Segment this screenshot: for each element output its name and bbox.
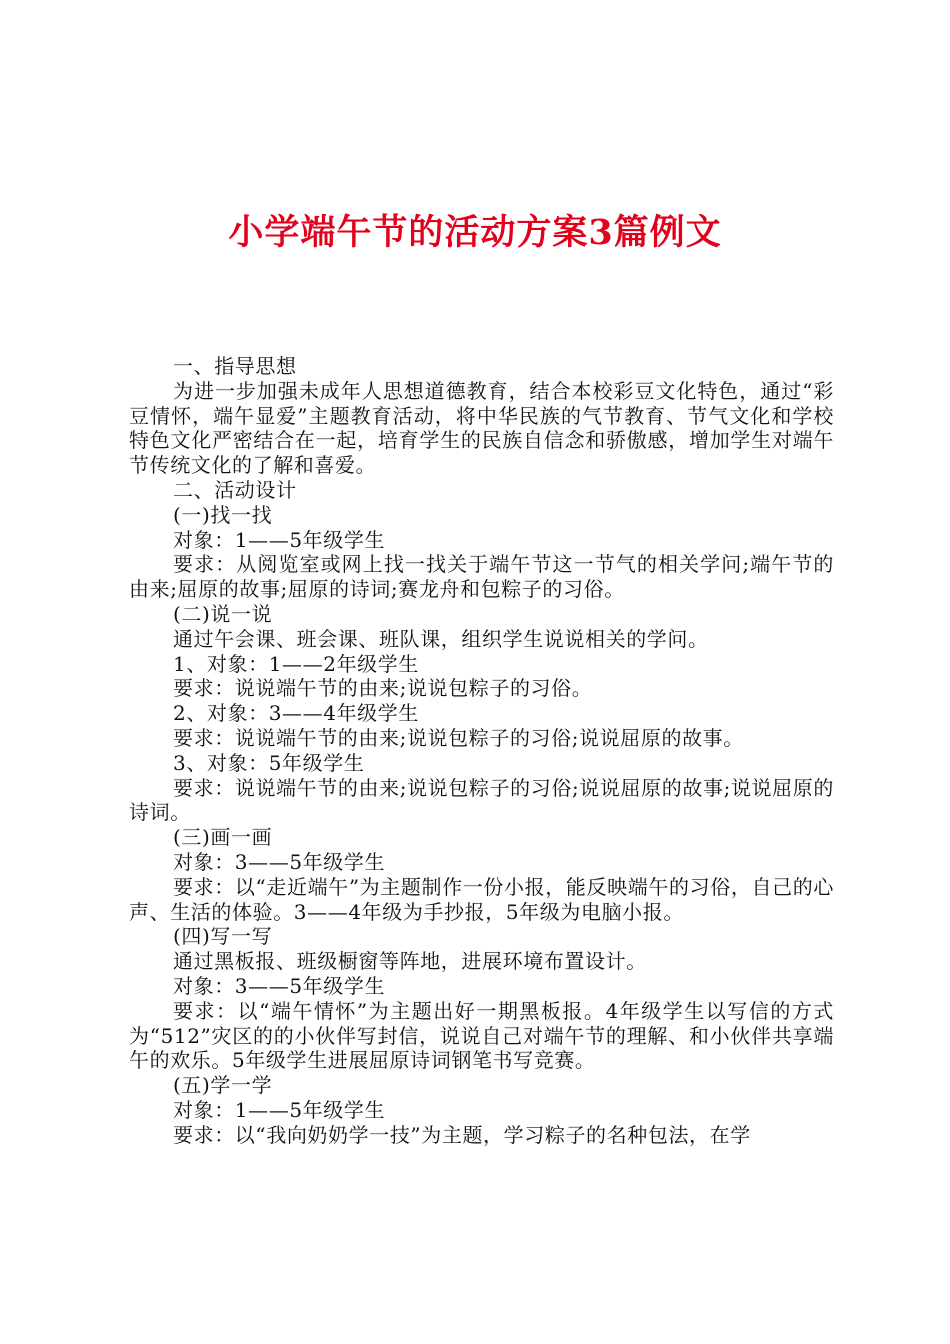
subsection-heading: (三)画一画 bbox=[173, 825, 273, 850]
subsection-heading: (二)说一说 bbox=[173, 601, 273, 626]
paragraph: 2、对象：3——4年级学生 bbox=[173, 701, 419, 726]
paragraph: 要求：说说端午节的由来;说说包粽子的习俗;说说屈原的故事;说说屈原的诗词。 bbox=[129, 775, 834, 825]
subsection-heading: (五)学一学 bbox=[173, 1073, 273, 1098]
paragraph: 要求：以“我向奶奶学一技”为主题，学习粽子的名种包法，在学 bbox=[173, 1122, 751, 1147]
subsection-heading: (一)找一找 bbox=[173, 502, 273, 527]
section-heading: 一、指导思想 bbox=[173, 354, 297, 378]
paragraph: 对象：1——5年级学生 bbox=[173, 1097, 386, 1122]
paragraph: 通过午会课、班会课、班队课，组织学生说说相关的学问。 bbox=[173, 626, 709, 651]
paragraph: 3、对象：5年级学生 bbox=[173, 750, 365, 775]
paragraph: 要求：以“端午情怀”为主题出好一期黑板报。4年级学生以写信的方式为“512”灾区的的小伙伴写封信，说说自己对端午节的理解、和小伙伴共享端午的欢乐。5年级学生进展屈原诗词钢笔书写竞赛。 bbox=[129, 998, 834, 1073]
paragraph: 为进一步加强未成年人思想道德教育，结合本校彩豆文化特色，通过“彩豆情怀，端午显爱”主题教育活动，将中华民族的气节教育、节气文化和学校特色文化严密结合在一起，培育学生的民族自信念和骄傲感，增加学生对端午节传统文化的了解和喜爱。 bbox=[129, 378, 834, 478]
paragraph: 对象：1——5年级学生 bbox=[173, 527, 386, 552]
paragraph: 要求：从阅览室或网上找一找关于端午节这一节气的相关学问;端午节的由来;屈原的故事;屈原的诗词;赛龙舟和包粽子的习俗。 bbox=[129, 552, 834, 602]
subsection-heading: (四)写一写 bbox=[173, 924, 273, 949]
section-heading: 二、活动设计 bbox=[173, 477, 297, 502]
document-title: 小学端午节的活动方案3篇例文 bbox=[228, 212, 722, 253]
paragraph: 对象：3——5年级学生 bbox=[173, 973, 386, 998]
paragraph: 要求：说说端午节的由来;说说包粽子的习俗;说说屈原的故事。 bbox=[173, 725, 744, 750]
paragraph: 要求：以“走近端午”为主题制作一份小报，能反映端午的习俗，自己的心声、生活的体验。3——4年级为手抄报，5年级为电脑小报。 bbox=[129, 874, 834, 924]
paragraph: 对象：3——5年级学生 bbox=[173, 849, 386, 874]
paragraph: 要求：说说端午节的由来;说说包粽子的习俗。 bbox=[173, 676, 593, 701]
paragraph: 通过黑板报、班级橱窗等阵地，进展环境布置设计。 bbox=[173, 949, 647, 974]
paragraph: 1、对象：1——2年级学生 bbox=[173, 651, 419, 676]
document-body bbox=[129, 354, 834, 1148]
